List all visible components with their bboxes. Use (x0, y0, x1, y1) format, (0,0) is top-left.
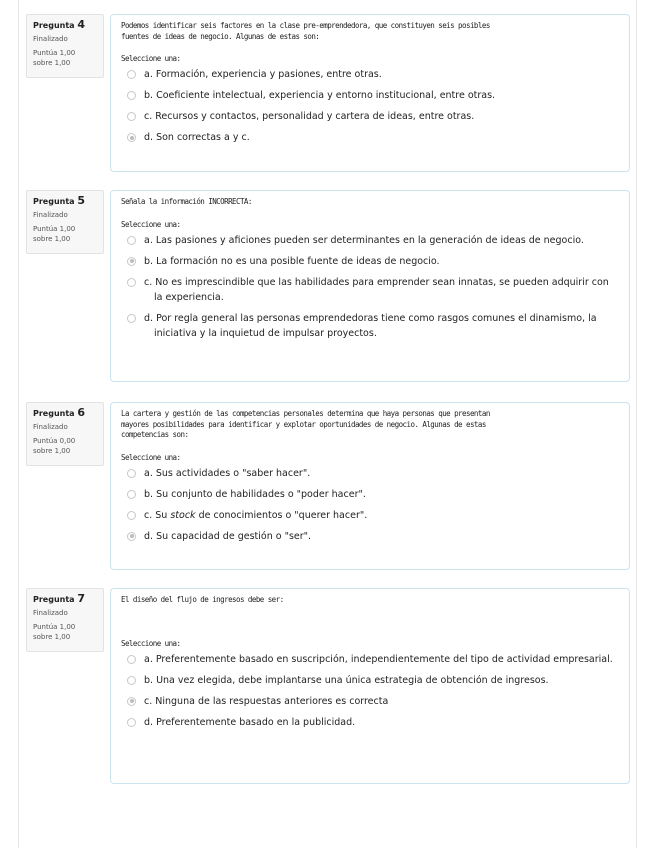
answer-option-a[interactable] (121, 652, 619, 667)
answer-option-b[interactable] (121, 254, 619, 269)
answer-option-c[interactable] (121, 694, 619, 709)
question-label: Pregunta (33, 197, 75, 206)
question-number-value: 7 (77, 592, 86, 605)
grade-max: sobre 1,00 (33, 633, 71, 641)
radio-button[interactable] (127, 490, 136, 499)
answer-list (121, 233, 619, 341)
answer-option-a[interactable] (121, 233, 619, 248)
question-number (33, 407, 98, 420)
answer-prompt: Seleccione una: (121, 54, 181, 63)
radio-button-selected[interactable] (127, 697, 136, 706)
radio-button[interactable] (127, 469, 136, 478)
answer-label: b. La formación no es una posible fuente de ideas de negocio. (144, 255, 440, 267)
question-info (26, 190, 104, 254)
question-text-line: La cartera y gestión de las competencias personales determina que haya personas que presentan (121, 409, 490, 418)
answer-option-a[interactable] (121, 67, 619, 82)
answer-label-part: de conocimientos o "querer hacer". (195, 509, 368, 521)
grade-max: sobre 1,00 (33, 235, 71, 243)
answer-label: a. Formación, experiencia y pasiones, entre otras. (144, 69, 382, 80)
question-number-value: 4 (77, 18, 86, 31)
radio-button-selected[interactable] (127, 133, 136, 142)
answer-label: a. Sus actividades o "saber hacer". (144, 467, 311, 479)
answer-option-b[interactable] (121, 673, 619, 688)
grade-score: Puntúa 1,00 (33, 623, 76, 631)
answer-label: b. Una vez elegida, debe implantarse una única estrategia de obtención de ingresos. (144, 674, 549, 686)
radio-button[interactable] (127, 236, 136, 245)
question-label: Pregunta (33, 21, 75, 30)
question-state: Finalizado (33, 35, 68, 43)
answer-label: d. Son correctas a y c. (144, 132, 250, 143)
answer-prompt: Seleccione una: (121, 219, 181, 229)
question-number (33, 195, 98, 208)
answer-list (121, 652, 619, 730)
question-state: Finalizado (33, 423, 68, 431)
question-number (33, 19, 98, 32)
question-grade (33, 622, 98, 642)
question-content (110, 402, 630, 570)
answer-label: a. Preferentemente basado en suscripción, independientemente del tipo de actividad empresarial. (144, 653, 613, 665)
answer-list (121, 67, 619, 145)
question-grade (33, 436, 98, 456)
grade-score: Puntúa 1,00 (33, 49, 76, 57)
answer-label: c. No es imprescindible que las habilidades para emprender sean innatas, se pueden adquirir con la experiencia. (144, 276, 609, 303)
grade-score: Puntúa 0,00 (33, 437, 76, 445)
answer-list (121, 466, 619, 544)
answer-label-part: c. Su (144, 509, 171, 521)
answer-option-b[interactable] (121, 88, 619, 103)
radio-button[interactable] (127, 314, 136, 323)
question-label: Pregunta (33, 595, 75, 604)
question-text (121, 409, 619, 441)
answer-option-c[interactable] (121, 109, 619, 124)
question-text-line: competencias son: (121, 430, 189, 439)
question-state: Finalizado (33, 211, 68, 219)
radio-button[interactable] (127, 70, 136, 79)
answer-label (144, 508, 619, 523)
question-number-value: 5 (77, 194, 86, 207)
question-info (26, 588, 104, 652)
question-text (121, 21, 619, 42)
answer-option-d[interactable] (121, 130, 619, 145)
answer-option-a[interactable] (121, 466, 619, 481)
radio-button[interactable] (127, 91, 136, 100)
question-grade (33, 48, 98, 68)
answer-label: b. Su conjunto de habilidades o "poder hacer". (144, 488, 366, 500)
page-left-border (18, 0, 19, 848)
radio-button[interactable] (127, 511, 136, 520)
answer-option-b[interactable] (121, 487, 619, 502)
page-right-border (636, 0, 637, 848)
radio-button[interactable] (127, 278, 136, 287)
answer-prompt: Seleccione una: (121, 452, 181, 462)
radio-button-selected[interactable] (127, 257, 136, 266)
question-info (26, 402, 104, 466)
question-text-line: Podemos identificar seis factores en la clase pre-emprendedora, que constituyen seis posibles (121, 21, 490, 30)
answer-prompt: Seleccione una: (121, 638, 181, 648)
question-text-line: mayores posibilidades para identificar y explotar oportunidades de negocio. Algunas de estas (121, 419, 486, 429)
answer-label: d. Por regla general las personas emprendedoras tiene como rasgos comunes el dinamismo, la iniciativa y la inquietud de impulsar proyectos. (144, 312, 597, 339)
question-number-value: 6 (77, 406, 86, 419)
question-content (110, 588, 630, 784)
answer-option-d[interactable] (121, 715, 619, 730)
answer-label: a. Las pasiones y aficiones pueden ser determinantes en la generación de ideas de negocio. (144, 234, 584, 246)
question-label: Pregunta (33, 409, 75, 418)
answer-label: b. Coeficiente intelectual, experiencia y entorno institucional, entre otras. (144, 90, 496, 101)
question-7 (26, 588, 630, 784)
question-content (110, 190, 630, 382)
question-text: El diseño del flujo de ingresos debe ser: (121, 595, 284, 604)
answer-label: d. Su capacidad de gestión o "ser". (144, 530, 312, 542)
question-number (33, 593, 98, 606)
answer-option-c[interactable] (121, 275, 619, 305)
question-text-line: fuentes de ideas de negocio. Algunas de estas son: (121, 31, 320, 41)
answer-option-d[interactable] (121, 529, 619, 544)
radio-button[interactable] (127, 718, 136, 727)
question-info (26, 14, 104, 78)
answer-label-emphasis: stock (170, 509, 196, 521)
radio-button-selected[interactable] (127, 532, 136, 541)
question-4 (26, 14, 630, 174)
grade-max: sobre 1,00 (33, 447, 71, 455)
question-5 (26, 190, 630, 382)
grade-max: sobre 1,00 (33, 59, 71, 67)
answer-label: c. Ninguna de las respuestas anteriores es correcta (144, 695, 389, 707)
answer-label: d. Preferentemente basado en la publicidad. (144, 716, 356, 728)
question-6 (26, 402, 630, 570)
radio-button[interactable] (127, 655, 136, 664)
question-grade (33, 224, 98, 244)
question-content (110, 14, 630, 172)
radio-button[interactable] (127, 676, 136, 685)
radio-button[interactable] (127, 112, 136, 121)
answer-option-d[interactable] (121, 311, 619, 341)
question-text: Señala la información INCORRECTA: (121, 197, 252, 206)
answer-label: c. Recursos y contactos, personalidad y cartera de ideas, entre otras. (144, 111, 475, 122)
question-state: Finalizado (33, 609, 68, 617)
grade-score: Puntúa 1,00 (33, 225, 76, 233)
answer-option-c[interactable] (121, 508, 619, 523)
